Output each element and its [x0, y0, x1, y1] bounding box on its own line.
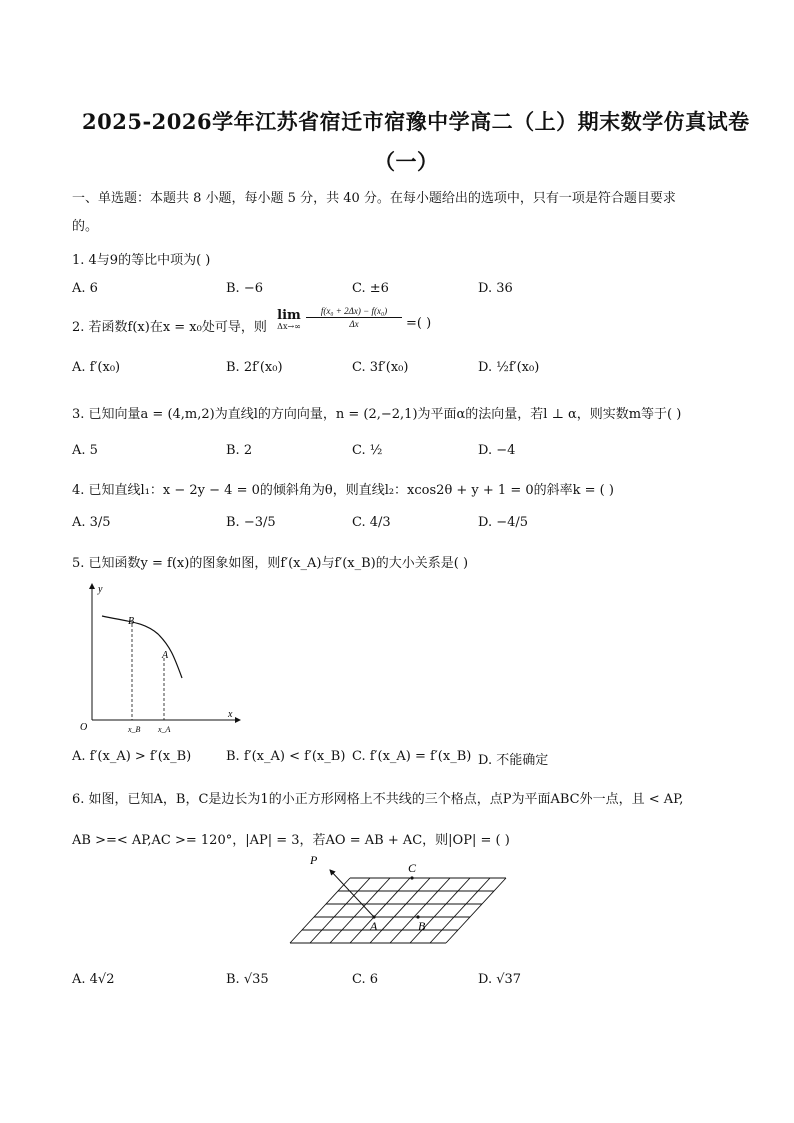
function-curve: [102, 616, 182, 678]
q3-option-a: A. 5: [72, 443, 98, 458]
point-b-label: B: [418, 919, 426, 933]
q5-option-c: C. f′(x_A) = f′(x_B): [352, 749, 472, 764]
q2-option-c: C. 3f′(x₀): [352, 360, 409, 375]
question-5-stem: 5. 已知函数y = f(x)的图象如图，则f′(x_A)与f′(x_B)的大小关系是( ): [72, 556, 469, 571]
lim-subscript: Δx→∞: [277, 322, 301, 331]
question-1-stem: 1. 4与9的等比中项为( ): [72, 253, 211, 268]
function-graph-figure: [72, 578, 252, 740]
point-p-label: P: [310, 853, 318, 867]
q4-option-c: C. 4/3: [352, 515, 391, 530]
q1-option-d: D. 36: [478, 281, 513, 296]
q6-option-b: B. √35: [226, 972, 269, 987]
q2-option-a: A. f′(x₀): [72, 360, 121, 375]
q3-option-d: D. −4: [478, 443, 516, 458]
q5-option-b: B. f′(x_A) < f′(x_B): [226, 749, 346, 764]
point-a-label: A: [370, 919, 378, 933]
xb-label: x_B: [128, 725, 141, 734]
q6-option-a: A. 4√2: [72, 972, 115, 987]
fraction-denominator: Δx: [349, 319, 359, 329]
limit-expression: [274, 308, 304, 331]
point-c-label: C: [408, 861, 417, 875]
q1-option-c: C. ±6: [352, 281, 389, 296]
y-axis-label: y: [98, 584, 103, 595]
question-4-stem: 4. 已知直线l₁：x − 2y − 4 = 0的倾斜角为θ，则直线l₂：xcos2θ + y + 1 = 0的斜率k = ( ): [72, 483, 614, 498]
grid-figure: [280, 850, 512, 962]
xa-label: x_A: [158, 725, 171, 734]
section-heading: 一、单选题：本题共 8 小题，每小题 5 分，共 40 分。在每小题给出的选项中，只有一项是符合题目要求: [72, 191, 676, 206]
q3-option-c: C. ½: [352, 443, 383, 458]
page-title: 2025-2026学年江苏省宿迁市宿豫中学高二（上）期末数学仿真试卷: [82, 109, 750, 134]
x-axis-label: x: [228, 709, 233, 720]
q4-option-d: D. −4/5: [478, 515, 529, 530]
question-2-stem-suffix: =( ): [406, 316, 432, 331]
lim-word: lim: [277, 308, 301, 323]
section-heading-cont: 的。: [72, 219, 99, 234]
page-title-line2: （一）: [374, 149, 439, 174]
q1-option-a: A. 6: [72, 281, 98, 296]
q4-option-a: A. 3/5: [72, 515, 111, 530]
point-a-label: A: [162, 650, 169, 661]
fraction-numerator: f(x₀ + 2Δx) − f(x₀): [320, 306, 388, 316]
fraction: [304, 306, 404, 329]
q6-option-d: D. √37: [478, 972, 522, 987]
q3-option-b: B. 2: [226, 443, 253, 458]
parallelogram-grid: [290, 878, 506, 943]
point-b-label: B: [128, 616, 135, 627]
fraction-bar: [306, 317, 402, 318]
question-3-stem: 3. 已知向量a = (4,m,2)为直线l的方向向量，n = (2,−2,1)为平面α的法向量，若l ⊥ α，则实数m等于( ): [72, 407, 682, 422]
question-6-stem-line1: 6. 如图，已知A，B，C是边长为1的小正方形网格上不共线的三个格点，点P为平面ABC外一点，且 < AP,: [72, 792, 684, 807]
q2-option-d: D. ½f′(x₀): [478, 360, 540, 375]
q4-option-b: B. −3/5: [226, 515, 276, 530]
q2-option-b: B. 2f′(x₀): [226, 360, 283, 375]
q5-option-a: A. f′(x_A) > f′(x_B): [72, 749, 192, 764]
q5-option-d: D. 不能确定: [478, 753, 549, 768]
q6-option-c: C. 6: [352, 972, 379, 987]
vector-ap: [330, 870, 374, 917]
question-2-stem-prefix: 2. 若函数f(x)在x = x₀处可导，则: [72, 320, 267, 335]
point-c-dot: [410, 876, 413, 879]
origin-label: O: [80, 722, 88, 733]
q1-option-b: B. −6: [226, 281, 263, 296]
question-6-stem-line2: AB >=< AP,AC >= 120°，|AP| = 3，若AO = AB + AC，则|OP| = ( ): [72, 833, 510, 848]
